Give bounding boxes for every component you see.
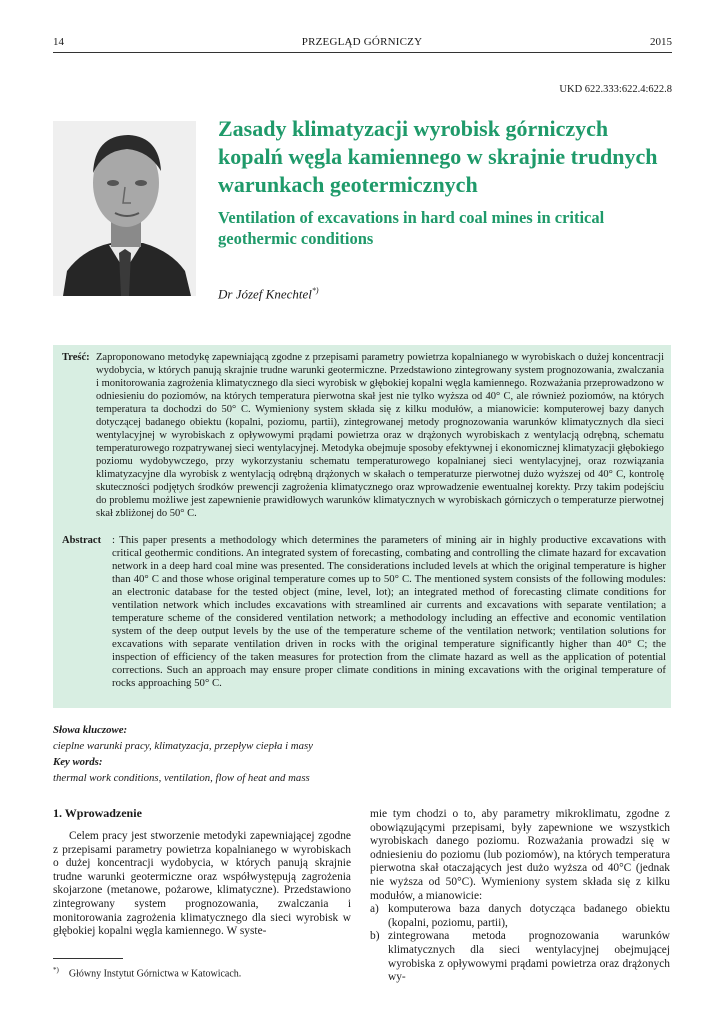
list-item-text: komputerowa baza danych dotycząca badanego obiektu (kopalni, poziomu, partii), — [388, 903, 670, 929]
section-heading: 1. Wprowadzenie — [53, 806, 142, 820]
list-item — [370, 930, 670, 984]
body-column-right — [370, 808, 670, 985]
list-item — [370, 903, 670, 930]
journal-name: PRZEGLĄD GÓRNICZY — [301, 36, 423, 48]
footnote-text: Główny Instytut Górnictwa w Katowicach. — [68, 968, 242, 980]
footnote-rule — [53, 958, 123, 959]
footnote — [53, 966, 241, 979]
author-name: Dr Józef Knechtel — [218, 286, 312, 302]
abstract-en-text: : This paper presents a methodology which determines the parameters of mining air in highly productive excavations with critical geothermic conditions. An integrated system of forecasting, combating and controlling the climate hazard for excavation network in a deep hard coal mine was presented. The considerations included levels at which the original temperature is higher than 40° C and those whose original temperature comes up to 50° C. The mentioned system consists of the following modules: an electronic database for the tested object (mine, level, lot); an integrated method of forecasting climate conditions for ventilation network which includes excavations with streamlined air currents and excavations with separate ventilation; a temperature scheme of the considered ventilation network; a methodology including an effective and economic ventilation system of the deep output levels by the use of the temperature scheme of the ventilation network; ventilation solutions for excavations with separate ventilation driven in rocks with the original temperature significantly higher than 40° C; the inspection of efficiency of the taken measures for protection from the climate hazard as well as the application of potential corrections. Such an approach may ensure proper climate conditions in mining excavations with the original temperature of rocks approaching 50° C. — [112, 534, 666, 689]
summary-pl-text: Zaproponowano metodykę zapewniającą zgodne z przepisami parametry powietrza kopalnianego w wyrobiskach o dużej koncentracji wydobycia, w których panują skrajnie trudne warunki geotermiczne. Przedstawiono zintegrowany system prognozowania, zwalczania i monitorowania zagrożenia klimatycznego dla sieci wyrobisk w głębokiej kopalni węgla kamiennego. Rozważania przeprowadzono w odniesieniu do poziomów, na których temperatura pierwotna skał jest nie tylko wyższa od 40° C, ale również poziomów, na których temperatura ta dochodzi do 50° C. Wymieniony system składa się z kilku modułów, a mianowicie: komputerowej bazy danych dotyczącej badanego obiektu (kopalni, poziomu, partii), zintegrowanej metody prognozowania warunków klimatycznych dla sieci wentylacyjnej w wyrobiskach z opływowymi prądami powietrza oraz w drążonych wyrobiskach z wentylacją odrębną, schematu temperaturowego rozpatrywanej sieci wentylacyjnej. Metodyka obejmuje sposoby efektywnej i ekonomicznej klimatyzacji głębokiego poziomu wydobywczego, przy wykorzystaniu schematu temperaturowego kopalnianej sieci wentylacyjnej, oraz rozwiązania klimatyzacyjne dla wyrobisk z wentylacją odrębną drążonych w skałach o temperaturze pierwotnej dużo wyższej od 40° C, kontrolę skuteczności podjętych środków prewencji zagrożenia klimatycznego oraz wprowadzenie ewentualnej korekty. Przy takim podejściu do problemu możliwe jest zapewnienie prawidłowych warunków klimatycznych w wyrobiskach górniczych o temperaturze pierwotnej skał zbliżonej do 50° C. — [96, 352, 664, 519]
author-footnote-marker: *) — [311, 286, 319, 295]
footnote-marker: *) — [53, 966, 59, 974]
body-paragraph: mie tym chodzi o to, aby parametry mikroklimatu, zgodne z obowiązującymi przepisami, były zapewnione we wszystkich wyrobiskach danego poziomu. Rozważania prowadzi się w odniesieniu do poziomu (lub poziomów), na których temperatura pierwotna skał otaczających jest dużo wyższa od 40°C (jednak nie wyższa od 50°C). Wymieniony system składa się z kilku modułów, a mianowicie: — [370, 808, 670, 902]
header-rule — [53, 52, 672, 53]
summary-pl-label: Treść: — [62, 352, 90, 363]
abstract-en-label: Abstract — [62, 535, 102, 546]
author-photo — [53, 121, 196, 296]
author-line — [218, 286, 319, 302]
udk-code: UKD 622.333:622.4:622.8 — [559, 84, 672, 95]
list-item-text: zintegrowana metoda prognozowania warunków klimatycznych dla sieci wentylacyjnej obejmującej wyrobiska z opływowymi prądami powietrza oraz drążonych wy- — [388, 930, 670, 984]
journal-year: 2015 — [650, 36, 672, 48]
keywords-pl-label: Słowa kluczowe: — [53, 724, 128, 736]
list-marker: a) — [370, 903, 379, 916]
body-column-left: Celem pracy jest stworzenie metodyki zapewniającej zgodne z przepisami parametry powietrza kopalnianego w wyrobiskach o dużej koncentracji wydobycia, w których panują skrajnie trudne warunki geotermiczne oraz współwystępują zagrożenia skojarzone (metanowe, pożarowe, klimatyczne). Przedstawiono zintegrowany system prognozowania, zwalczania i monitorowania zagrożenia klimatycznego dla sieci wyrobisk w głębokiej kopalni węgla kamiennego. W syste- — [53, 830, 351, 938]
article-title-pl: Zasady klimatyzacji wyrobisk górniczych kopalń węgla kamiennego w skrajnie trudnych warunkach geotermicznych — [218, 116, 658, 197]
list-marker: b) — [370, 930, 380, 943]
keywords-pl-text: cieplne warunki pracy, klimatyzacja, przepływ ciepła i masy — [53, 740, 313, 752]
keywords-en-text: thermal work conditions, ventilation, flow of heat and mass — [53, 772, 310, 784]
article-title-en: Ventilation of excavations in hard coal mines in critical geothermic conditions — [218, 208, 605, 248]
keywords-en-label: Key words: — [53, 756, 103, 768]
page-number: 14 — [53, 36, 64, 48]
